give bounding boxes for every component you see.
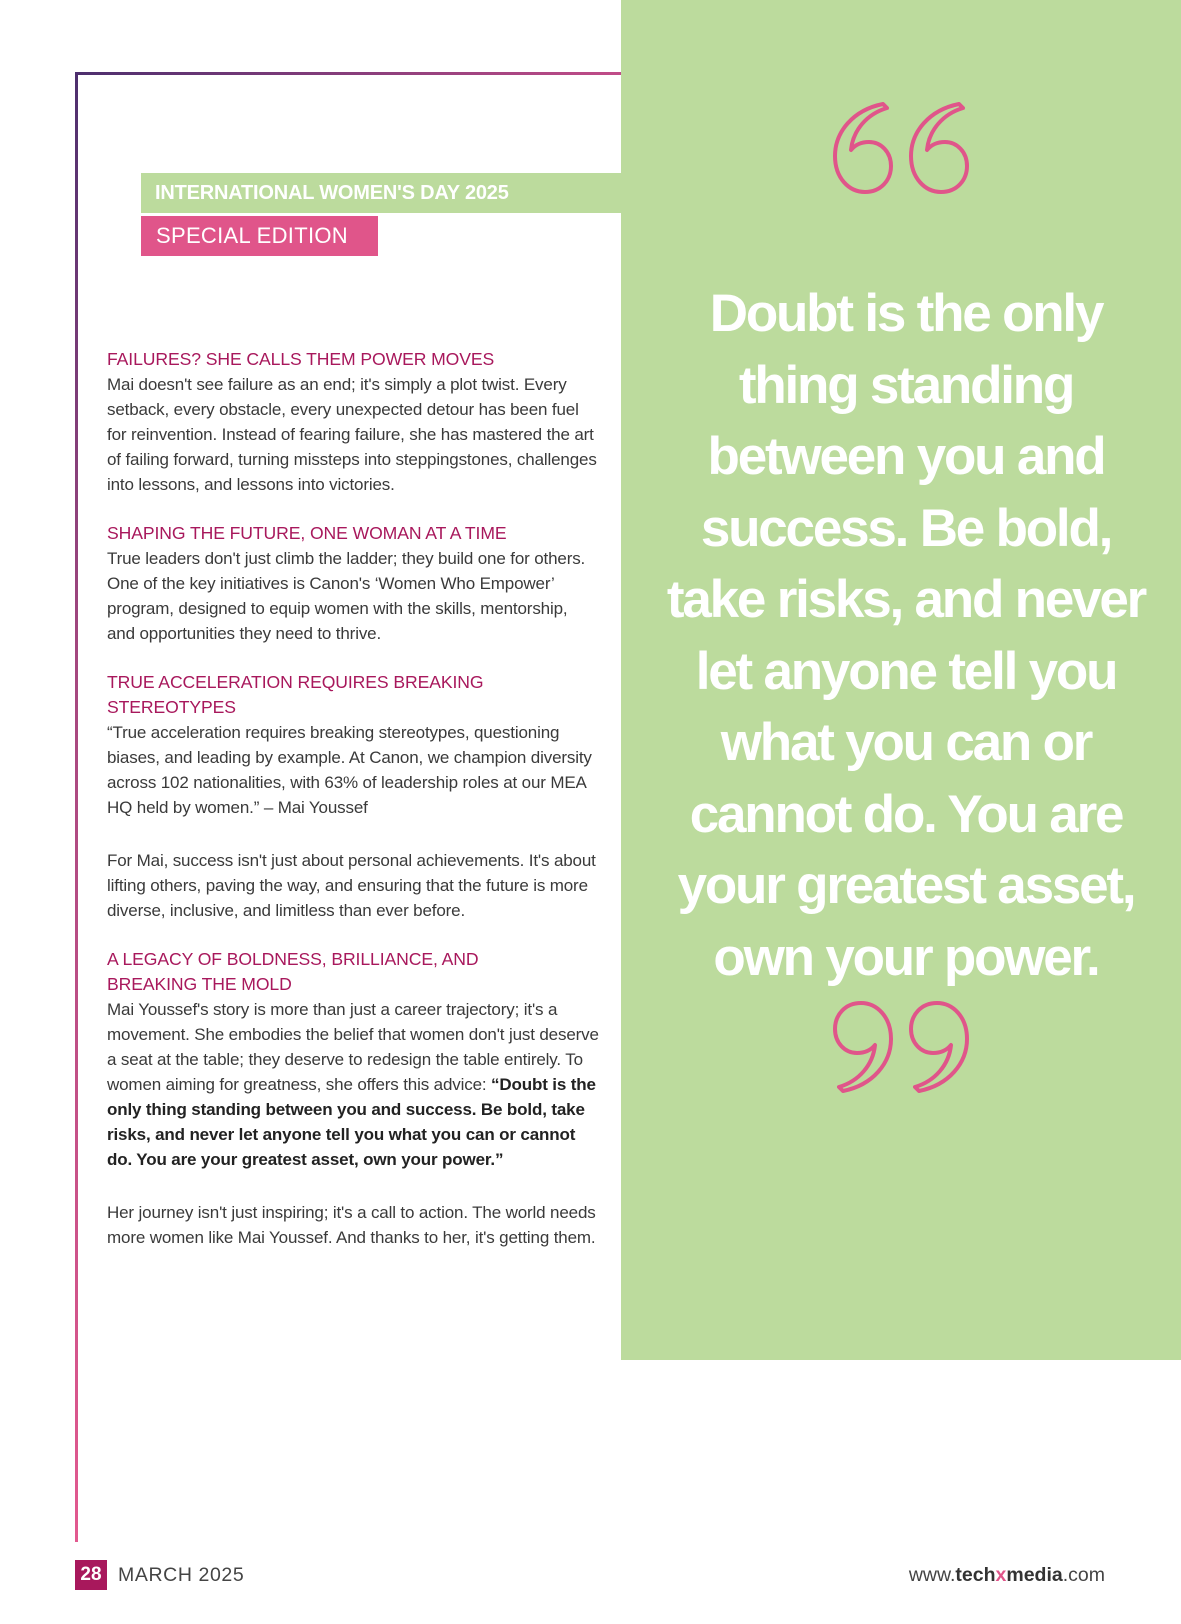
page-number: 28 [75,1560,107,1590]
issue-date: MARCH 2025 [118,1564,245,1586]
section-heading: FAILURES? SHE CALLS THEM POWER MOVES [107,349,495,369]
section-heading: SHAPING THE FUTURE, ONE WOMAN AT A TIME [107,523,507,543]
article-section [107,670,599,923]
website-url [909,1560,1105,1590]
edition-tag: SPECIAL EDITION [141,216,378,256]
event-tag: INTERNATIONAL WOMEN'S DAY 2025 [141,173,621,213]
section-paragraph: For Mai, success isn't just about personal achievements. It's about lifting others, paving the way, and ensuring that the future is more diverse, inclusive, and limitless than ever before. [107,851,596,920]
article-section [107,521,599,646]
close-quote-icon [831,995,971,1100]
article-body [107,347,599,1274]
section-paragraph [107,997,599,1172]
section-paragraph: Her journey isn't just inspiring; it's a call to action. The world needs more women like Mai Youssef. And thanks to her, it's getting them. [107,1203,596,1247]
section-heading: A LEGACY OF BOLDNESS, BRILLIANCE, AND BREAKING THE MOLD [107,949,479,994]
paragraph-lead-text: Mai Youssef's story is more than just a career trajectory; it's a movement. She embodies the belief that women don't just deserve a seat at the table; they deserve to redesign the table entirely. To women aiming for greatness, she offers this advice: [107,1000,599,1094]
section-paragraph: True leaders don't just climb the ladder; they build one for others. One of the key initiatives is Canon's ‘Women Who Empower’ program, designed to equip women with the skills, mentorship, and opportunities they need to thrive. [107,549,586,643]
frame-top-rule [75,72,621,75]
url-brand-media: media [1006,1564,1063,1586]
url-brand-x: x [995,1564,1007,1586]
pull-quote-text: Doubt is the only thing standing between you and success. Be bold, take risks, and never let anyone tell you what you can or cannot do. You are your greatest asset, own your power. [666,284,1146,987]
article-section [107,347,599,497]
url-prefix: www. [908,1564,956,1586]
inline-quote: “Doubt is the only thing standing between you and success. Be bold, take risks, and never let anyone tell you what you can or cannot do. You are your greatest asset, own your power.” [107,1075,596,1169]
section-paragraph: “True acceleration requires breaking stereotypes, questioning biases, and leading by example. At Canon, we champion diversity across 102 nationalities, with 63% of leadership roles at our MEA HQ held by women.” – Mai Youssef [107,723,592,817]
section-heading: TRUE ACCELERATION REQUIRES BREAKING STEREOTYPES [107,672,484,717]
open-quote-icon [831,100,971,205]
section-paragraph: Mai doesn't see failure as an end; it's simply a plot twist. Every setback, every obstacle, every unexpected detour has been fuel for reinvention. Instead of fearing failure, she has mastered the art of failing forward, turning missteps into steppingstones, challenges into lessons, and lessons into victories. [107,375,597,494]
frame-left-rule [75,72,78,1542]
article-section [107,947,599,1250]
url-brand-tech: tech [955,1564,996,1586]
pull-quote-panel [621,0,1181,1360]
url-suffix: .com [1062,1564,1105,1586]
